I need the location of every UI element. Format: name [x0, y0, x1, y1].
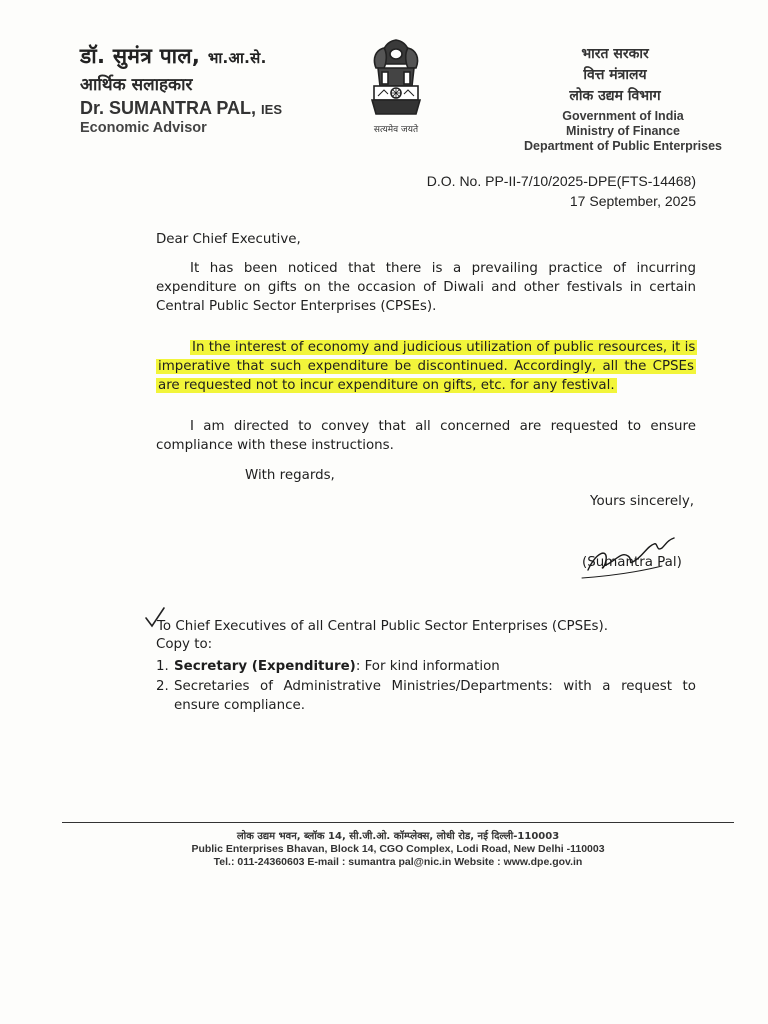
english-officer-title: Economic Advisor	[80, 120, 207, 136]
list-item-number: 1.	[156, 659, 169, 674]
footer-contact: Tel.: 011-24360603 E-mail : sumantra pal@nic.in Website : www.dpe.gov.in	[213, 856, 583, 868]
addressee-line: To Chief Executives of all Central Public Sector Enterprises (CPSEs).	[157, 619, 608, 634]
footer-english-address: Public Enterprises Bhavan, Block 14, CGO Complex, Lodi Road, New Delhi -110003	[191, 843, 605, 855]
list-item	[156, 677, 696, 715]
hindi-gov-line: भारत सरकार	[581, 46, 649, 62]
hindi-officer-title: आर्थिक सलाहकार	[80, 75, 193, 95]
letter-date: 17 September, 2025	[569, 193, 696, 209]
do-reference-number: D.O. No. PP-II-7/10/2025-DPE(FTS-14468)	[426, 173, 696, 189]
salutation: Dear Chief Executive,	[156, 232, 301, 247]
english-government-block	[508, 109, 738, 154]
list-item-bold: Secretary (Expenditure)	[174, 659, 356, 674]
highlighted-text: In the interest of economy and judicious utilization of public resources, it is imperative that such expenditure be discontinued. Accordingly, all the CPSEs are requested not to incur expenditure on gifts, etc. for any festival.	[158, 340, 696, 393]
hindi-department-line: लोक उद्यम विभाग	[569, 88, 661, 104]
list-item-text: : For kind information	[355, 659, 500, 674]
english-officer-name	[80, 98, 282, 119]
english-name-suffix: IES	[261, 102, 282, 117]
hindi-officer-name	[80, 42, 267, 70]
hindi-name-text: डॉ. सुमंत्र पाल,	[80, 44, 201, 68]
paragraph-3-text: I am directed to convey that all concerned are requested to ensure compliance with these instructions.	[156, 419, 696, 453]
list-item-number: 2.	[156, 679, 169, 694]
closing-line: Yours sincerely,	[590, 494, 694, 509]
national-emblem-icon	[366, 34, 426, 120]
paragraph-2-highlighted	[156, 338, 696, 395]
english-name-text: Dr. SUMANTRA PAL,	[80, 98, 257, 118]
signatory-name: (Sumantra Pal)	[582, 555, 682, 570]
regards-line: With regards,	[245, 468, 335, 483]
paragraph-3	[156, 417, 696, 455]
english-department-line: Department of Public Enterprises	[524, 139, 722, 153]
hindi-ministry-line: वित्त मंत्रालय	[583, 67, 647, 83]
footer-divider	[62, 822, 734, 823]
hindi-government-block	[540, 44, 690, 107]
paragraph-1-text: It has been noticed that there is a prevailing practice of incurring expenditure on gifts on the occasion of Diwali and other festivals in certain Central Public Sector Enterprises (CPSEs).	[156, 261, 696, 314]
list-item-text: Secretaries of Administrative Ministries/Departments: with a request to ensure compliance.	[174, 679, 696, 713]
paragraph-1	[156, 259, 696, 316]
english-gov-line: Government of India	[562, 109, 684, 123]
footer-hindi-address: लोक उद्यम भवन, ब्लॉक 14, सी.जी.ओ. कॉम्प्लेक्स, लोधी रोड, नई दिल्ली-110003	[236, 831, 560, 842]
emblem-motto: सत्यमेव जयते	[373, 125, 419, 135]
list-item	[156, 657, 696, 676]
hindi-name-suffix: भा.आ.से.	[207, 49, 267, 67]
copy-to-list	[156, 657, 696, 715]
english-ministry-line: Ministry of Finance	[566, 124, 680, 138]
copy-to-label: Copy to:	[156, 637, 213, 652]
